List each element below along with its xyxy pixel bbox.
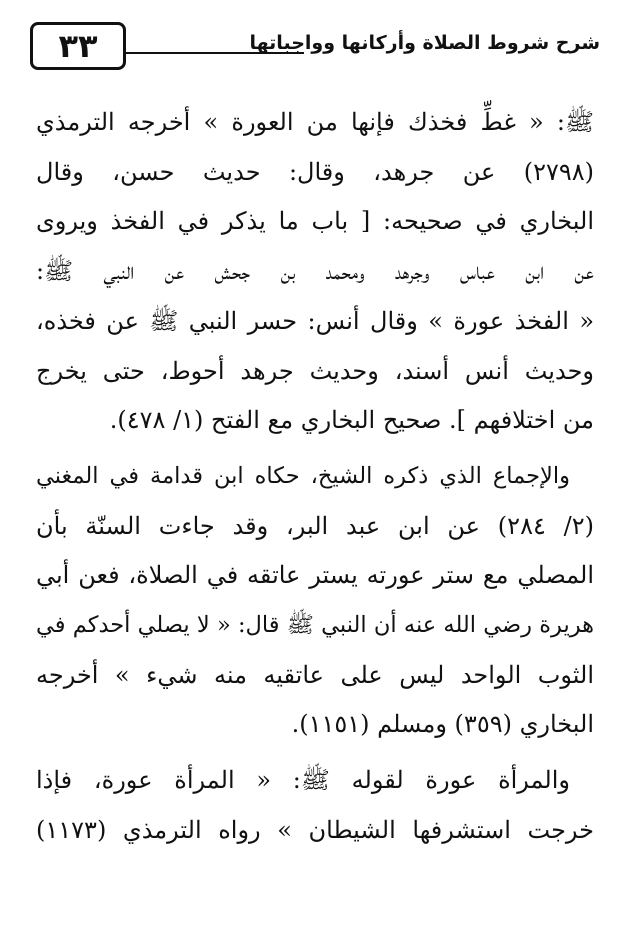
text-line: الثوب الواحد ليس على عاتقيه منه شيء » أخرجه <box>36 660 594 689</box>
text-line: ﷺ: « غطِّ فخذك فإنها من العورة » أخرجه الترمذي <box>36 108 594 136</box>
text-line: هريرة رضي الله عنه أن النبي ﷺ قال: « لا يصلي أحدكم في <box>36 612 594 639</box>
text-line: (٢/ ٢٨٤) عن ابن عبد البر، وقد جاءت السنّة بأن <box>36 511 594 540</box>
text-line: وحديث أنس أسند، وحديث جرهد أحوط، حتى يخرج <box>36 356 594 385</box>
page-number-box: ٣٣ <box>30 22 126 70</box>
running-title: شرح شروط الصلاة وأركانها وواجباتها <box>249 32 600 54</box>
text-line: (٢٧٩٨) عن جرهد، وقال: حديث حسن، وقال <box>36 157 594 186</box>
page-header <box>30 14 600 74</box>
text-line: والإجماع الذي ذكره الشيخ، حكاه ابن قدامة في المغني <box>36 462 570 489</box>
text-line: خرجت استشرفها الشيطان » رواه الترمذي (١١٧٣) <box>36 815 594 844</box>
text-line: من اختلافهم ]. صحيح البخاري مع الفتح (١/ ٤٧٨). <box>109 406 594 435</box>
body-text <box>36 98 594 856</box>
text-line: والمرأة عورة لقوله ﷺ: « المرأة عورة، فإذا <box>36 766 570 795</box>
text-line: البخاري في صحيحه: [ باب ما يذكر في الفخذ ويروى <box>36 207 594 236</box>
text-line: « الفخذ عورة » وقال أنس: حسر النبي ﷺ عن فخذه، <box>36 306 594 335</box>
paragraph-3 <box>36 756 594 855</box>
paragraph-1 <box>36 98 594 446</box>
paragraph-2 <box>36 452 594 750</box>
text-line: عن ابن عباس وجرهد ومحمد بن جحش عن النبي ﷺ: <box>36 257 594 286</box>
text-line: البخاري (٣٥٩) ومسلم (١١٥١). <box>291 710 594 739</box>
text-line: المصلي مع ستر عورته يستر عاتقه في الصلاة، فعن أبي <box>36 561 594 590</box>
